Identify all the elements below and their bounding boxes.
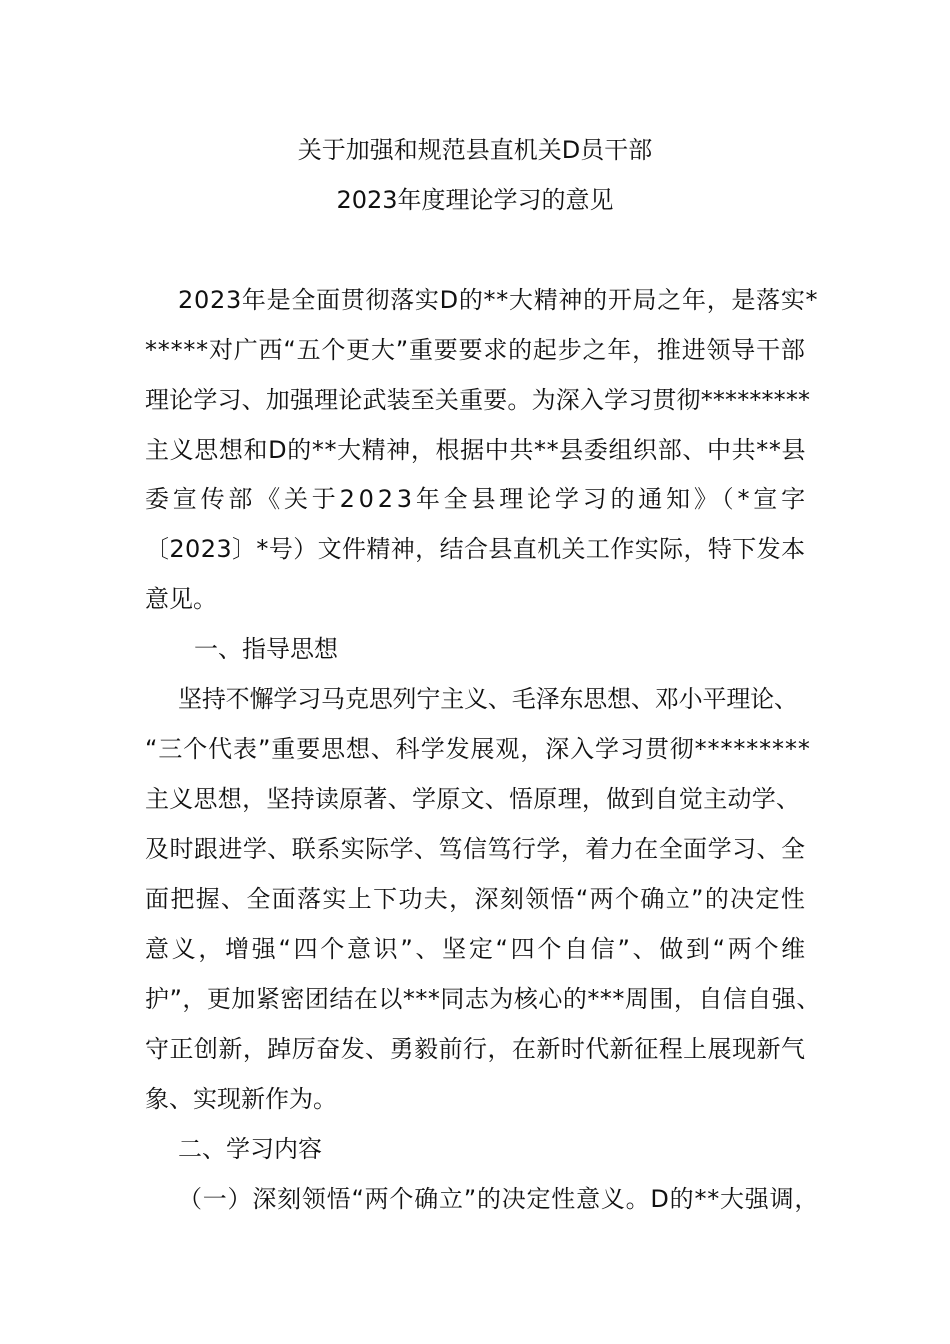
document-title-line-2: 2023年度理论学习的意见	[336, 186, 614, 214]
paragraph-line: 委宣传部《关于2023年全县理论学习的通知》（*宣字	[145, 485, 809, 513]
paragraph-line: 面把握、全面落实上下功夫，深刻领悟“两个确立”的决定性	[145, 885, 807, 913]
paragraph-line: 及时跟进学、联系实际学、笃信笃行学，着力在全面学习、全	[145, 835, 806, 863]
paragraph-line: （一）深刻领悟“两个确立”的决定性意义。D的**大强调，	[178, 1185, 820, 1213]
paragraph-line: 主义思想，坚持读原著、学原文、悟原理，做到自觉主动学、	[145, 785, 801, 813]
paragraph-line: 护”，更加紧密团结在以***同志为核心的***周围，自信自强、	[145, 985, 821, 1013]
paragraph-line: 守正创新，踔厉奋发、勇毅前行，在新时代新征程上展现新气	[145, 1035, 806, 1063]
section-heading: 一、指导思想	[194, 635, 338, 663]
paragraph-line: *****对广西“五个更大”重要要求的起步之年，推进领导干部	[145, 336, 806, 364]
paragraph-line: “三个代表”重要思想、科学发展观，深入学习贯彻*********	[145, 735, 811, 763]
paragraph-line: 主义思想和D的**大精神，根据中共**县委组织部、中共**县	[145, 436, 807, 464]
paragraph-line: 理论学习、加强理论武装至关重要。为深入学习贯彻*********	[145, 386, 811, 414]
paragraph-line: 象、实现新作为。	[145, 1085, 337, 1113]
paragraph-line: 意见。	[145, 585, 217, 613]
document-title-line-1: 关于加强和规范县直机关D员干部	[297, 136, 653, 164]
paragraph-line: 坚持不懈学习马克思列宁主义、毛泽东思想、邓小平理论、	[178, 685, 798, 713]
paragraph-line: 意义，增强“四个意识”、坚定“四个自信”、做到“两个维	[145, 935, 808, 963]
paragraph-line: 2023年是全面贯彻落实D的**大精神的开局之年，是落实*	[178, 286, 819, 314]
section-heading: 二、学习内容	[178, 1135, 322, 1163]
paragraph-line: 〔2023〕*号）文件精神，结合县直机关工作实际，特下发本	[145, 535, 806, 563]
